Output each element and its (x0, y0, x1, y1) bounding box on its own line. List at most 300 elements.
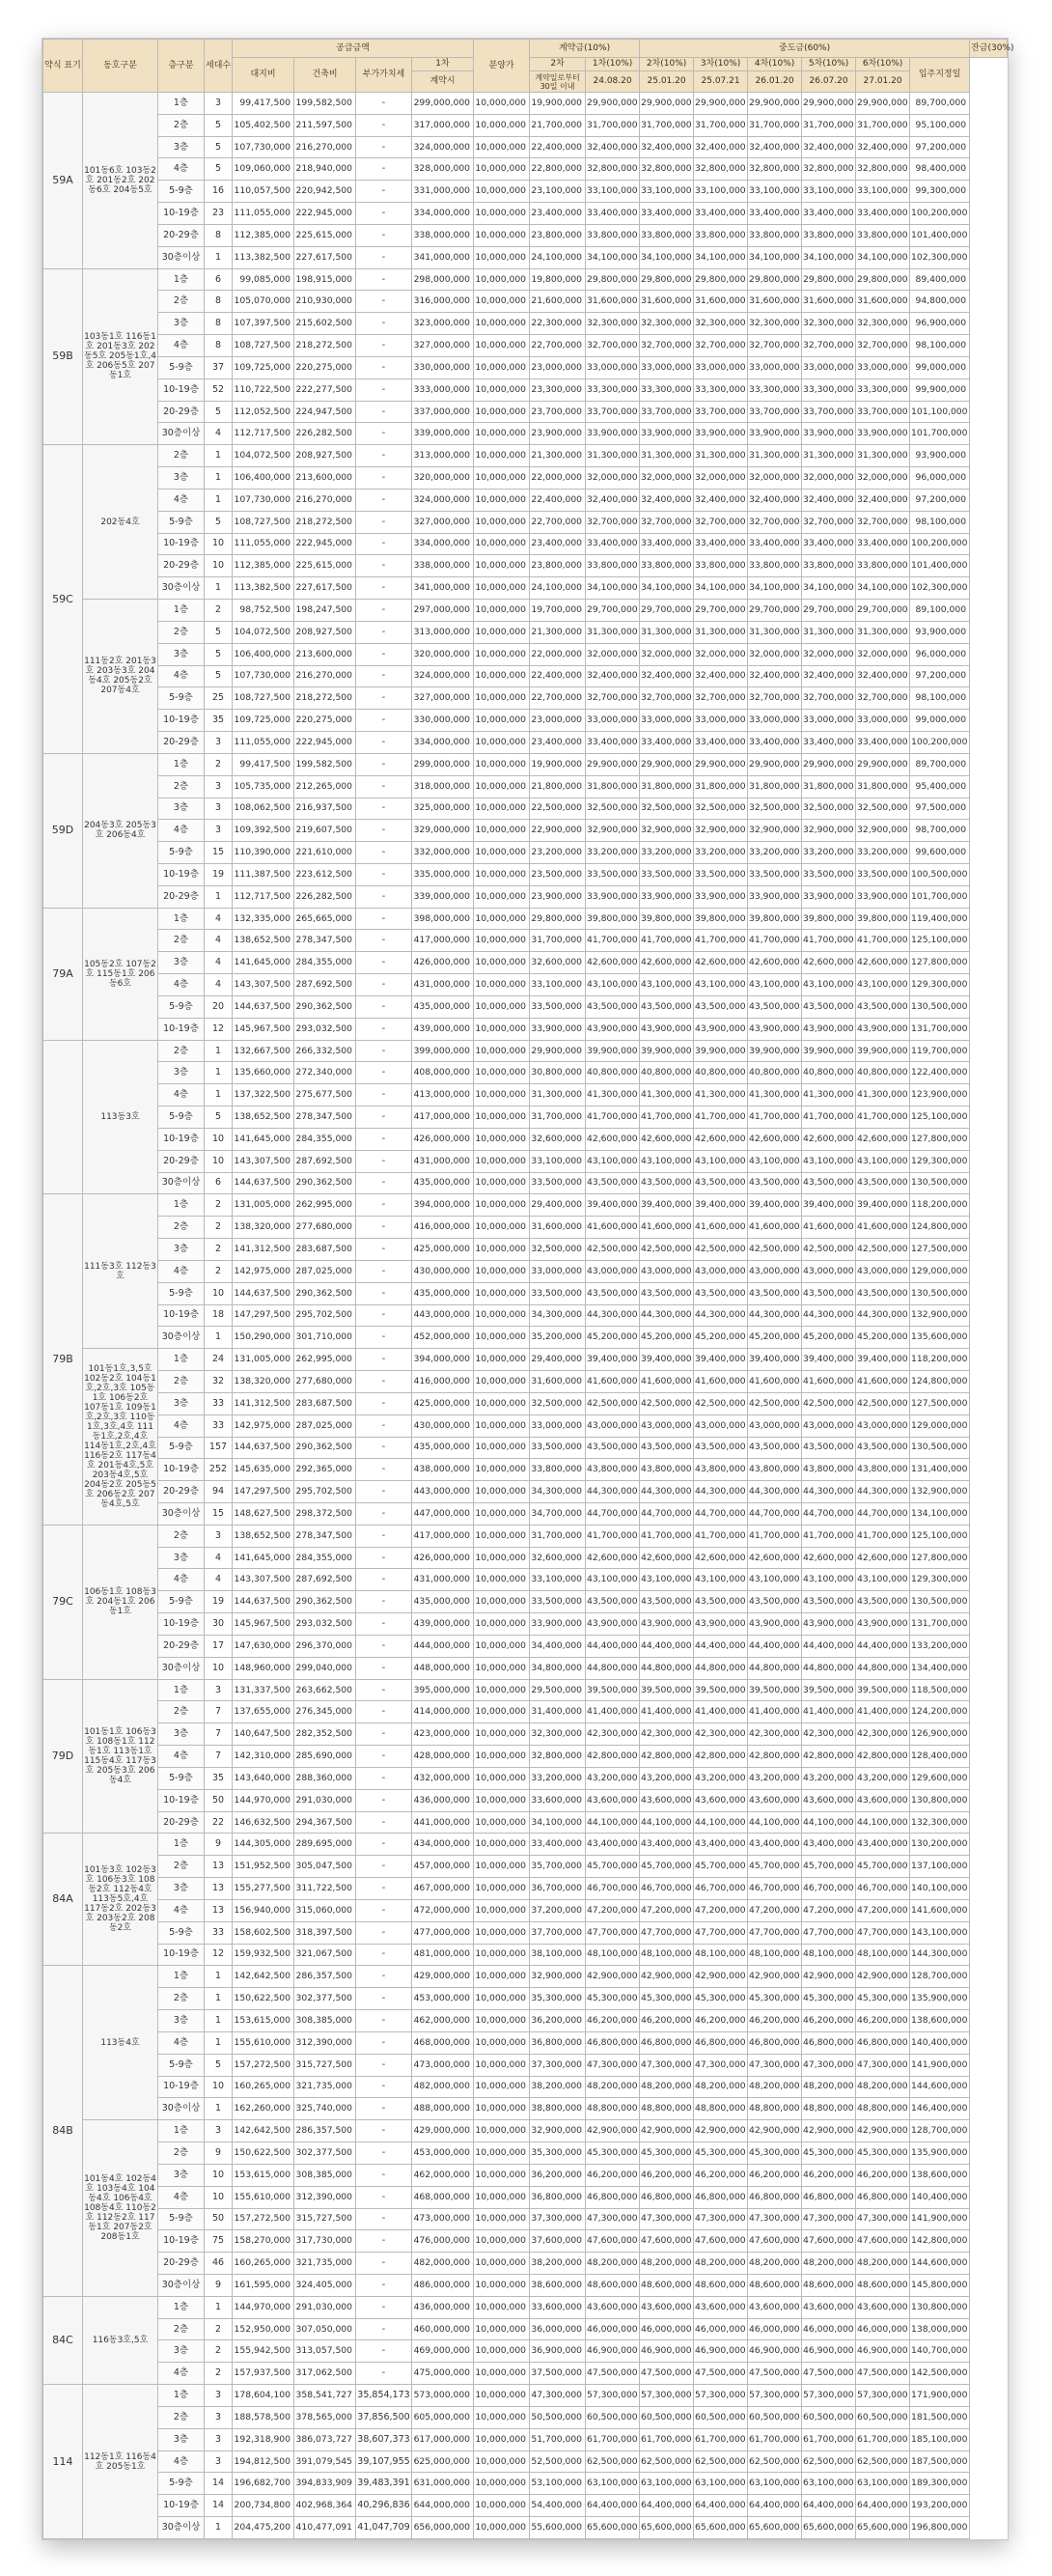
vat-cell: - (356, 1217, 412, 1239)
floor-cell: 1층 (158, 600, 205, 622)
building-cell: 291,030,000 (294, 2296, 356, 2318)
mid3-cell: 46,800,000 (694, 2186, 748, 2208)
mid2-cell: 31,700,000 (640, 114, 694, 136)
mid4-cell: 43,500,000 (748, 1172, 802, 1194)
vat-cell: - (356, 1767, 412, 1789)
mid6-cell: 33,900,000 (856, 885, 910, 908)
units-cell: 5 (205, 158, 233, 181)
mid1-cell: 41,600,000 (586, 1371, 640, 1393)
floor-cell: 5-9층 (158, 1282, 205, 1304)
price-cell: 320,000,000 (412, 643, 474, 665)
units-cell: 1 (205, 489, 233, 511)
dong-cell: 101동1호 106동3호 108동1호 112동1호 113동1호 115동4호 117동3호 205동3호 206동4호 (83, 1679, 158, 1834)
mid3-cell: 43,100,000 (694, 974, 748, 996)
vat-cell: - (356, 1414, 412, 1437)
balance-cell: 132,900,000 (910, 1481, 970, 1503)
land-cell: 111,055,000 (233, 533, 294, 555)
mid5-cell: 43,500,000 (802, 1591, 856, 1613)
mid4-cell: 65,600,000 (748, 2517, 802, 2539)
dep1-cell: 10,000,000 (474, 1746, 530, 1768)
mid1-cell: 31,300,000 (586, 445, 640, 467)
mid2-cell: 44,800,000 (640, 1657, 694, 1679)
vat-cell: - (356, 621, 412, 643)
table-row (43, 2186, 1008, 2208)
balance-cell: 123,900,000 (910, 1084, 970, 1106)
units-cell: 33 (205, 1921, 233, 1944)
mid1-cell: 39,500,000 (586, 1679, 640, 1701)
mid3-cell: 33,400,000 (694, 533, 748, 555)
mid6-cell: 43,500,000 (856, 1172, 910, 1194)
mid6-cell: 41,700,000 (856, 1525, 910, 1547)
dep1-cell: 10,000,000 (474, 1834, 530, 1856)
mid3-cell: 41,700,000 (694, 930, 748, 952)
floor-cell: 1층 (158, 1834, 205, 1856)
floor-cell: 1층 (158, 1194, 205, 1217)
mid2-cell: 43,900,000 (640, 1613, 694, 1636)
dep2-cell: 31,700,000 (530, 1525, 586, 1547)
price-cell: 439,000,000 (412, 1018, 474, 1040)
floor-cell: 20-29층 (158, 1811, 205, 1834)
balance-cell: 187,500,000 (910, 2450, 970, 2473)
mid2-cell: 44,700,000 (640, 1503, 694, 1526)
vat-cell: - (356, 268, 412, 291)
mid1-cell: 61,700,000 (586, 2428, 640, 2450)
dep2-cell: 23,900,000 (530, 423, 586, 445)
vat-cell: 39,483,391 (356, 2473, 412, 2495)
mid4-cell: 33,100,000 (748, 181, 802, 203)
dep1-cell: 10,000,000 (474, 1988, 530, 2010)
vat-cell: - (356, 753, 412, 775)
table-row (43, 511, 1008, 533)
mid2-cell: 32,900,000 (640, 820, 694, 842)
balance-cell: 127,500,000 (910, 1392, 970, 1414)
table-row (43, 643, 1008, 665)
land-cell: 146,632,500 (233, 1811, 294, 1834)
building-cell: 317,730,000 (294, 2230, 356, 2253)
dep2-cell: 32,500,000 (530, 1239, 586, 1261)
balance-cell: 137,100,000 (910, 1856, 970, 1878)
floor-cell: 30층이상 (158, 1503, 205, 1526)
dep1-cell: 10,000,000 (474, 2385, 530, 2407)
dep1-cell: 10,000,000 (474, 2517, 530, 2539)
land-cell: 158,602,500 (233, 1921, 294, 1944)
balance-cell: 130,200,000 (910, 1834, 970, 1856)
dep1-cell: 10,000,000 (474, 1856, 530, 1878)
balance-cell: 129,000,000 (910, 1260, 970, 1282)
mid1-cell: 57,300,000 (586, 2385, 640, 2407)
mid1-cell: 39,400,000 (586, 1349, 640, 1371)
vat-cell: 39,107,955 (356, 2450, 412, 2473)
balance-cell: 193,200,000 (910, 2495, 970, 2517)
mid3-cell: 43,900,000 (694, 1018, 748, 1040)
table-row (43, 423, 1008, 445)
mid1-cell: 39,400,000 (586, 1194, 640, 1217)
table-row (43, 1349, 1008, 1371)
mid2-cell: 42,900,000 (640, 2120, 694, 2142)
dep1-cell: 10,000,000 (474, 1944, 530, 1966)
dep1-cell: 10,000,000 (474, 555, 530, 577)
mid2-cell: 42,800,000 (640, 1746, 694, 1768)
mid2-cell: 39,400,000 (640, 1194, 694, 1217)
mid3-cell: 43,000,000 (694, 1414, 748, 1437)
price-cell: 473,000,000 (412, 2054, 474, 2076)
mid4-cell: 44,300,000 (748, 1481, 802, 1503)
vat-cell: - (356, 224, 412, 246)
header-supply: 공급금액 (233, 40, 474, 58)
building-cell: 301,710,000 (294, 1327, 356, 1349)
units-cell: 16 (205, 181, 233, 203)
vat-cell: - (356, 1392, 412, 1414)
units-cell: 50 (205, 2208, 233, 2230)
mid6-cell: 47,700,000 (856, 1921, 910, 1944)
units-cell: 1 (205, 1966, 233, 1988)
mid4-cell: 41,400,000 (748, 1701, 802, 1723)
floor-cell: 10-19층 (158, 533, 205, 555)
mid5-cell: 43,000,000 (802, 1260, 856, 1282)
mid3-cell: 32,000,000 (694, 643, 748, 665)
vat-cell: - (356, 1988, 412, 2010)
land-cell: 131,005,000 (233, 1349, 294, 1371)
balance-cell: 138,000,000 (910, 2318, 970, 2340)
mid4-cell: 41,700,000 (748, 1525, 802, 1547)
dep1-cell: 10,000,000 (474, 930, 530, 952)
mid3-cell: 42,800,000 (694, 1746, 748, 1768)
mid3-cell: 32,300,000 (694, 313, 748, 335)
price-cell: 435,000,000 (412, 1172, 474, 1194)
dep1-cell: 10,000,000 (474, 1392, 530, 1414)
land-cell: 113,382,500 (233, 577, 294, 600)
table-row (43, 2054, 1008, 2076)
building-cell: 315,727,500 (294, 2054, 356, 2076)
dep1-cell: 10,000,000 (474, 533, 530, 555)
mid3-cell: 42,600,000 (694, 1128, 748, 1150)
mid2-cell: 41,700,000 (640, 930, 694, 952)
mid5-cell: 57,300,000 (802, 2385, 856, 2407)
mid6-cell: 33,000,000 (856, 710, 910, 732)
floor-cell: 30층이상 (158, 1657, 205, 1679)
vat-cell: - (356, 1371, 412, 1393)
dep1-cell: 10,000,000 (474, 1503, 530, 1526)
land-cell: 132,667,500 (233, 1040, 294, 1062)
building-cell: 312,390,000 (294, 2031, 356, 2054)
mid2-cell: 43,600,000 (640, 1789, 694, 1811)
table-row (43, 2031, 1008, 2054)
mid6-cell: 32,400,000 (856, 136, 910, 158)
vat-cell: - (356, 1106, 412, 1129)
floor-cell: 30층이상 (158, 1172, 205, 1194)
mid6-cell: 42,500,000 (856, 1392, 910, 1414)
mid6-cell: 44,100,000 (856, 1811, 910, 1834)
vat-cell: - (356, 1811, 412, 1834)
mid5-cell: 63,100,000 (802, 2473, 856, 2495)
mid4-cell: 33,900,000 (748, 423, 802, 445)
building-cell: 286,357,500 (294, 1966, 356, 1988)
table-row (43, 1613, 1008, 1636)
mid5-cell: 32,900,000 (802, 820, 856, 842)
mid5-cell: 46,800,000 (802, 2031, 856, 2054)
mid3-cell: 31,700,000 (694, 114, 748, 136)
dep2-cell: 33,500,000 (530, 1437, 586, 1459)
dep2-cell: 31,300,000 (530, 1084, 586, 1106)
mid4-cell: 45,300,000 (748, 1988, 802, 2010)
table-row (43, 2208, 1008, 2230)
vat-cell: - (356, 291, 412, 313)
mid1-cell: 32,700,000 (586, 335, 640, 357)
mid1-cell: 33,000,000 (586, 356, 640, 378)
mid1-cell: 43,100,000 (586, 1569, 640, 1591)
balance-cell: 101,100,000 (910, 401, 970, 423)
mid1-cell: 32,700,000 (586, 511, 640, 533)
dep1-cell: 10,000,000 (474, 1414, 530, 1437)
mid3-cell: 46,200,000 (694, 2164, 748, 2186)
mid5-cell: 47,300,000 (802, 2208, 856, 2230)
mid3-cell: 45,200,000 (694, 1327, 748, 1349)
dep1-cell: 10,000,000 (474, 2274, 530, 2296)
vat-cell: - (356, 2120, 412, 2142)
units-cell: 1 (205, 885, 233, 908)
floor-cell: 10-19층 (158, 1018, 205, 1040)
mid5-cell: 44,800,000 (802, 1657, 856, 1679)
floor-cell: 3층 (158, 952, 205, 974)
mid1-cell: 39,800,000 (586, 908, 640, 930)
balance-cell: 132,300,000 (910, 1811, 970, 1834)
units-cell: 3 (205, 1525, 233, 1547)
units-cell: 4 (205, 952, 233, 974)
floor-cell: 30층이상 (158, 246, 205, 268)
mid2-cell: 33,900,000 (640, 885, 694, 908)
land-cell: 99,417,500 (233, 753, 294, 775)
mid3-cell: 47,500,000 (694, 2363, 748, 2385)
floor-cell: 1층 (158, 2296, 205, 2318)
mid3-cell: 42,600,000 (694, 952, 748, 974)
vat-cell: - (356, 378, 412, 401)
mid1-cell: 42,800,000 (586, 1746, 640, 1768)
vat-cell: - (356, 1349, 412, 1371)
table-row (43, 2010, 1008, 2032)
building-cell: 216,270,000 (294, 489, 356, 511)
type-cell: 84A (43, 1834, 83, 1966)
building-cell: 299,040,000 (294, 1657, 356, 1679)
vat-cell: - (356, 1569, 412, 1591)
dep1-cell: 10,000,000 (474, 1062, 530, 1084)
price-cell: 438,000,000 (412, 1459, 474, 1481)
land-cell: 110,390,000 (233, 842, 294, 864)
vat-cell: - (356, 2098, 412, 2120)
mid6-cell: 47,300,000 (856, 2054, 910, 2076)
units-cell: 8 (205, 335, 233, 357)
land-cell: 110,057,500 (233, 181, 294, 203)
units-cell: 1 (205, 1040, 233, 1062)
dep2-cell: 33,100,000 (530, 974, 586, 996)
units-cell: 1 (205, 1327, 233, 1349)
dep2-cell: 50,500,000 (530, 2406, 586, 2428)
vat-cell: - (356, 600, 412, 622)
mid4-cell: 42,600,000 (748, 952, 802, 974)
building-cell: 222,945,000 (294, 533, 356, 555)
mid1-cell: 43,600,000 (586, 2296, 640, 2318)
mid1-cell: 46,000,000 (586, 2318, 640, 2340)
building-cell: 208,927,500 (294, 621, 356, 643)
mid6-cell: 42,600,000 (856, 952, 910, 974)
mid6-cell: 60,500,000 (856, 2406, 910, 2428)
table-row (43, 313, 1008, 335)
mid4-cell: 33,300,000 (748, 378, 802, 401)
table-row (43, 489, 1008, 511)
mid6-cell: 48,800,000 (856, 2098, 910, 2120)
units-cell: 1 (205, 2517, 233, 2539)
units-cell: 1 (205, 2296, 233, 2318)
mid3-cell: 39,400,000 (694, 1349, 748, 1371)
dep1-cell: 10,000,000 (474, 1679, 530, 1701)
mid2-cell: 62,500,000 (640, 2450, 694, 2473)
units-cell: 6 (205, 268, 233, 291)
mid5-cell: 29,900,000 (802, 93, 856, 115)
land-cell: 143,307,500 (233, 974, 294, 996)
mid6-cell: 33,000,000 (856, 356, 910, 378)
building-cell: 212,265,000 (294, 775, 356, 798)
land-cell: 144,637,500 (233, 995, 294, 1018)
dep1-cell: 10,000,000 (474, 1304, 530, 1327)
mid3-cell: 45,300,000 (694, 1988, 748, 2010)
building-cell: 286,357,500 (294, 2120, 356, 2142)
floor-cell: 1층 (158, 908, 205, 930)
table-row (43, 1701, 1008, 1723)
table-row (43, 467, 1008, 490)
dep2-cell: 23,800,000 (530, 224, 586, 246)
vat-cell: - (356, 1040, 412, 1062)
floor-cell: 10-19층 (158, 1789, 205, 1811)
mid1-cell: 41,400,000 (586, 1701, 640, 1723)
mid1-cell: 47,700,000 (586, 1921, 640, 1944)
dong-cell: 204동3호 205동3호 206동4호 (83, 753, 158, 908)
table-row (43, 224, 1008, 246)
dep2-cell: 22,400,000 (530, 665, 586, 687)
header-deposit: 계약금(10%) (530, 40, 640, 58)
vat-cell: - (356, 1525, 412, 1547)
table-row (43, 1106, 1008, 1129)
vat-cell: - (356, 2142, 412, 2165)
mid2-cell: 46,200,000 (640, 2164, 694, 2186)
dong-cell: 202동4호 (83, 445, 158, 600)
header-mid-date-5: 26.07.20 (802, 71, 856, 93)
table-row (43, 1194, 1008, 1217)
mid3-cell: 34,100,000 (694, 577, 748, 600)
mid6-cell: 39,900,000 (856, 1040, 910, 1062)
mid4-cell: 64,400,000 (748, 2495, 802, 2517)
balance-cell: 118,200,000 (910, 1194, 970, 1217)
type-cell: 84B (43, 1966, 83, 2296)
units-cell: 2 (205, 2318, 233, 2340)
floor-cell: 1층 (158, 2120, 205, 2142)
mid6-cell: 33,200,000 (856, 842, 910, 864)
header-units: 세대수 (205, 40, 233, 93)
table-row (43, 2230, 1008, 2253)
balance-cell: 141,900,000 (910, 2208, 970, 2230)
units-cell: 7 (205, 1746, 233, 1768)
floor-cell: 2층 (158, 621, 205, 643)
land-cell: 144,637,500 (233, 1437, 294, 1459)
dep2-cell: 23,700,000 (530, 401, 586, 423)
dep1-cell: 10,000,000 (474, 2076, 530, 2098)
mid5-cell: 46,700,000 (802, 1878, 856, 1900)
mid4-cell: 43,500,000 (748, 1437, 802, 1459)
mid5-cell: 43,600,000 (802, 1789, 856, 1811)
mid3-cell: 32,800,000 (694, 158, 748, 181)
mid6-cell: 44,800,000 (856, 1657, 910, 1679)
building-cell: 292,365,000 (294, 1459, 356, 1481)
dep1-cell: 10,000,000 (474, 1899, 530, 1921)
table-row (43, 1040, 1008, 1062)
type-cell: 59C (43, 445, 83, 754)
dep2-cell: 33,600,000 (530, 2296, 586, 2318)
mid5-cell: 42,600,000 (802, 1547, 856, 1569)
balance-cell: 101,400,000 (910, 224, 970, 246)
mid2-cell: 47,500,000 (640, 2363, 694, 2385)
dep2-cell: 34,300,000 (530, 1481, 586, 1503)
floor-cell: 5-9층 (158, 842, 205, 864)
dep2-cell: 36,700,000 (530, 1878, 586, 1900)
price-cell: 430,000,000 (412, 1260, 474, 1282)
mid3-cell: 43,200,000 (694, 1767, 748, 1789)
mid5-cell: 33,800,000 (802, 555, 856, 577)
mid4-cell: 33,900,000 (748, 885, 802, 908)
dep1-cell: 10,000,000 (474, 687, 530, 710)
building-cell: 391,079,545 (294, 2450, 356, 2473)
mid5-cell: 41,300,000 (802, 1084, 856, 1106)
mid6-cell: 43,900,000 (856, 1613, 910, 1636)
dep2-cell: 34,100,000 (530, 1811, 586, 1834)
mid1-cell: 48,200,000 (586, 2076, 640, 2098)
price-cell: 631,000,000 (412, 2473, 474, 2495)
table-row (43, 555, 1008, 577)
supply-price-table (42, 39, 1014, 2539)
dep1-cell: 10,000,000 (474, 335, 530, 357)
mid2-cell: 42,600,000 (640, 1547, 694, 1569)
vat-cell: - (356, 732, 412, 754)
mid3-cell: 33,900,000 (694, 423, 748, 445)
land-cell: 107,730,000 (233, 136, 294, 158)
mid2-cell: 33,700,000 (640, 401, 694, 423)
mid5-cell: 39,400,000 (802, 1194, 856, 1217)
mid2-cell: 43,100,000 (640, 974, 694, 996)
mid5-cell: 29,900,000 (802, 753, 856, 775)
mid3-cell: 42,500,000 (694, 1392, 748, 1414)
dep2-cell: 23,400,000 (530, 533, 586, 555)
building-cell: 283,687,500 (294, 1392, 356, 1414)
dep2-cell: 33,100,000 (530, 1150, 586, 1172)
balance-cell: 102,300,000 (910, 577, 970, 600)
dep2-cell: 22,000,000 (530, 643, 586, 665)
mid5-cell: 41,600,000 (802, 1217, 856, 1239)
price-cell: 339,000,000 (412, 885, 474, 908)
balance-cell: 98,400,000 (910, 158, 970, 181)
mid5-cell: 46,200,000 (802, 2010, 856, 2032)
price-cell: 443,000,000 (412, 1304, 474, 1327)
dong-cell: 105동2호 107동2호 115동1호 206동6호 (83, 908, 158, 1040)
mid2-cell: 32,400,000 (640, 665, 694, 687)
price-cell: 325,000,000 (412, 798, 474, 820)
units-cell: 5 (205, 1106, 233, 1129)
table-row (43, 753, 1008, 775)
dep2-cell: 31,400,000 (530, 1701, 586, 1723)
vat-cell: - (356, 1327, 412, 1349)
mid6-cell: 46,800,000 (856, 2186, 910, 2208)
vat-cell: - (356, 798, 412, 820)
mid1-cell: 46,700,000 (586, 1878, 640, 1900)
mid1-cell: 42,500,000 (586, 1392, 640, 1414)
vat-cell: - (356, 1194, 412, 1217)
dep2-cell: 37,300,000 (530, 2208, 586, 2230)
